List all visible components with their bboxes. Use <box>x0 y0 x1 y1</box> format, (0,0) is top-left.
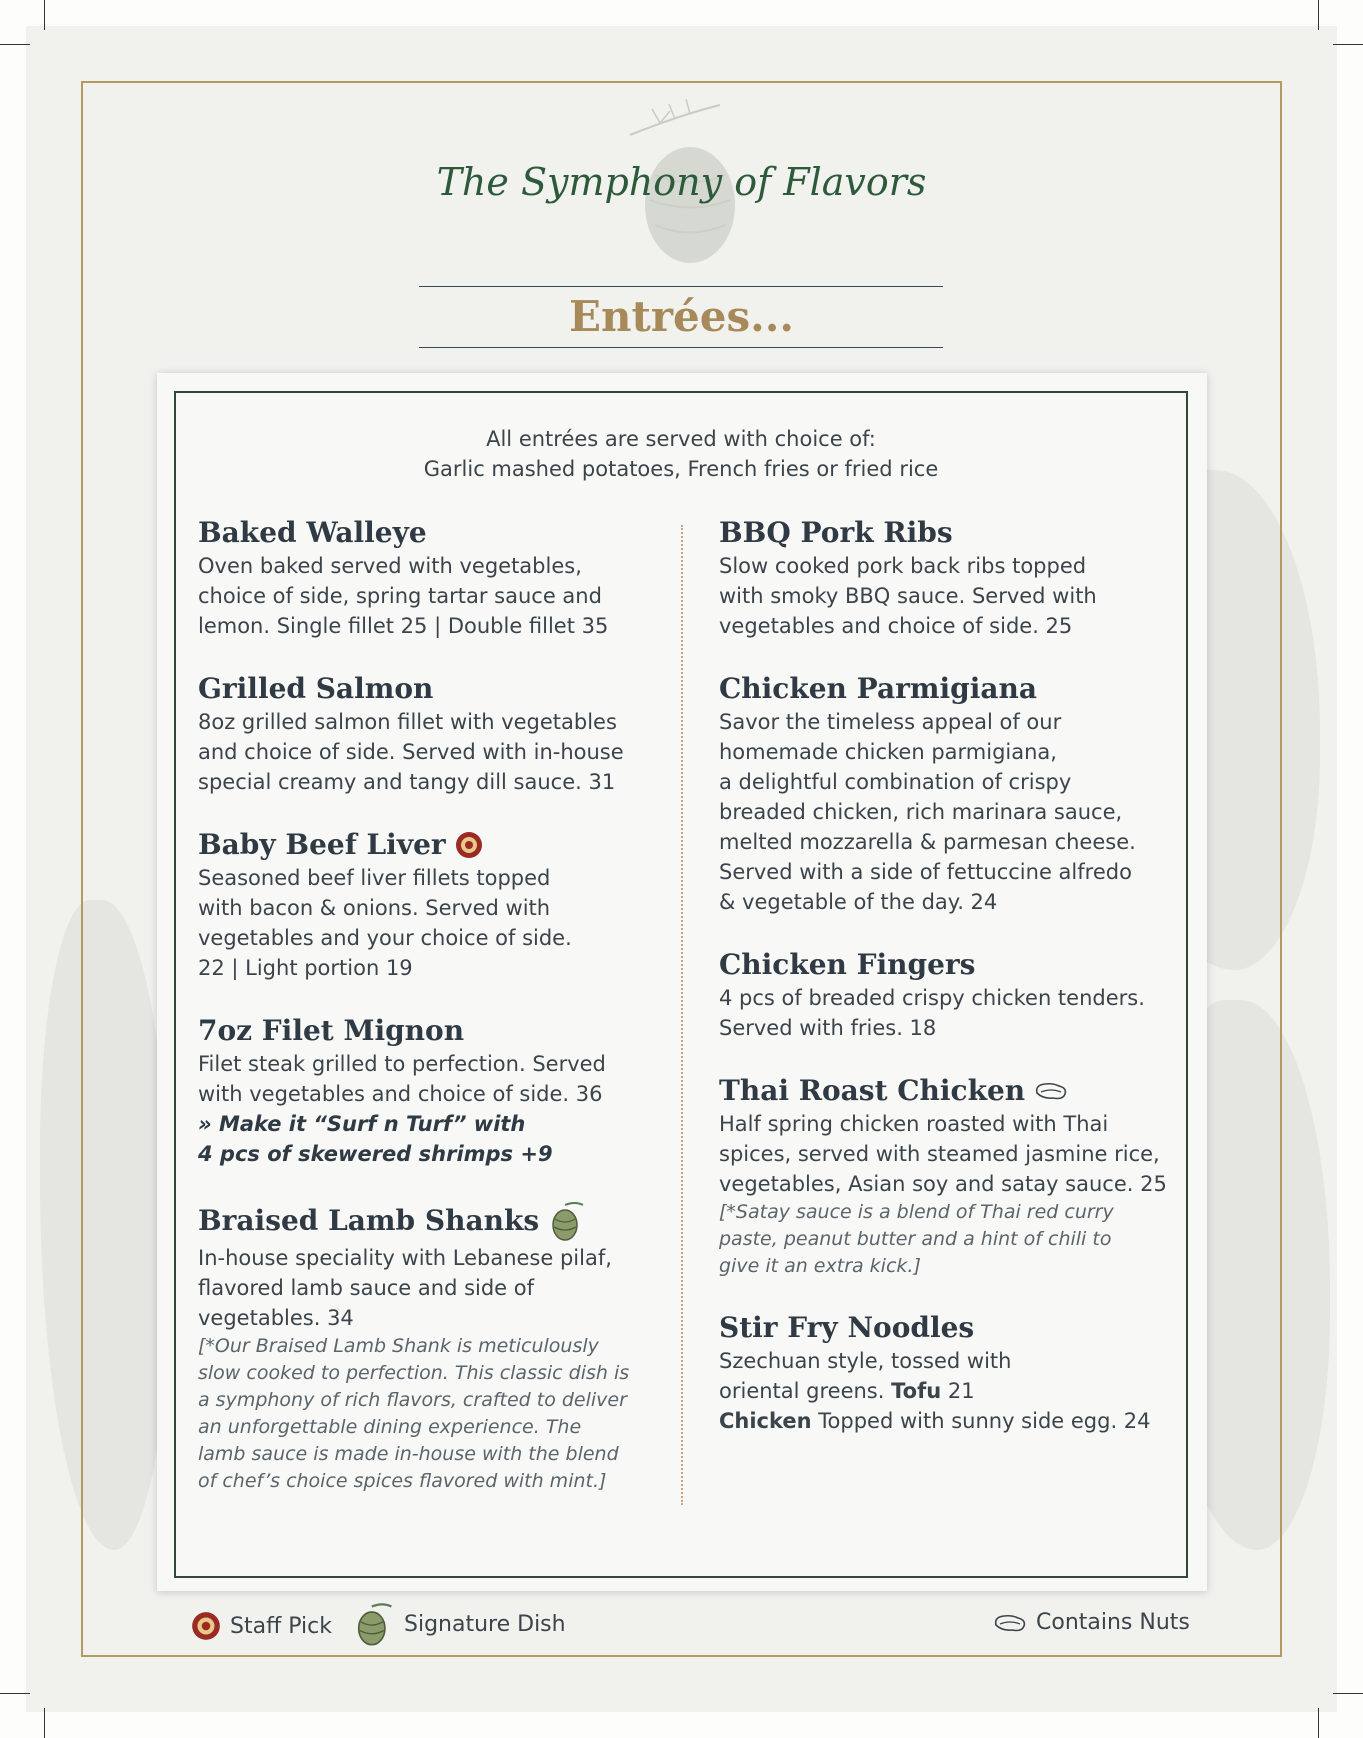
crop-mark <box>0 1693 30 1694</box>
desc-line <box>719 1406 1179 1436</box>
desc-line: Oven baked served with vegetables, <box>198 554 582 578</box>
desc-line: a delightful combination of crispy <box>719 770 1072 794</box>
upsell-note <box>198 1109 658 1169</box>
legend-label: Contains Nuts <box>1036 1610 1190 1635</box>
item-note <box>719 1199 1179 1280</box>
item-name: Baby Beef Liver <box>198 828 446 861</box>
menu-item <box>719 1310 1179 1436</box>
desc-line: Served with a side of fettuccine alfredo <box>719 860 1132 884</box>
desc-line: Szechuan style, tossed with <box>719 1349 1012 1373</box>
item-description <box>719 707 1179 917</box>
variant-price: 21 <box>941 1379 975 1403</box>
crop-mark <box>1318 1708 1319 1738</box>
note-line: lamb sauce is made in-house with the blend <box>198 1443 619 1465</box>
item-name: Chicken Parmigiana <box>719 672 1037 705</box>
desc-line: Slow cooked pork back ribs topped <box>719 554 1087 578</box>
menu-title: The Symphony of Flavors <box>436 160 927 204</box>
variant-price: Topped with sunny side egg. 24 <box>811 1409 1151 1433</box>
note-line: [*Satay sauce is a blend of Thai red curry <box>719 1201 1114 1223</box>
item-name: Braised Lamb Shanks <box>198 1204 540 1237</box>
desc-line: special creamy and tangy dill sauce. 31 <box>198 770 616 794</box>
desc-line: 22 | Light portion 19 <box>198 956 413 980</box>
menu-item <box>719 515 1179 641</box>
desc-line: Savor the timeless appeal of our <box>719 710 1062 734</box>
desc-line: Seasoned beef liver fillets topped <box>198 866 551 890</box>
desc-line: 4 pcs of breaded crispy chicken tenders. <box>719 986 1145 1010</box>
menu-item <box>198 1013 658 1169</box>
crop-mark <box>44 0 45 30</box>
desc-line: with smoky BBQ sauce. Served with <box>719 584 1097 608</box>
item-description <box>198 1243 658 1333</box>
legend-label: Signature Dish <box>404 1611 566 1637</box>
staff-pick-icon <box>190 1610 222 1642</box>
note-line: a symphony of rich flavors, crafted to deliver <box>198 1389 627 1411</box>
staff-pick-icon <box>454 830 484 860</box>
item-name: Grilled Salmon <box>198 672 434 705</box>
variant-label: Tofu <box>891 1379 942 1403</box>
note-line: give it an extra kick.] <box>719 1255 921 1277</box>
item-name-row <box>198 827 658 863</box>
desc-line: vegetables and choice of side. 25 <box>719 614 1073 638</box>
left-column <box>198 515 658 1525</box>
crop-mark <box>44 1708 45 1738</box>
desc-line: vegetables and your choice of side. <box>198 926 572 950</box>
item-note <box>198 1333 658 1495</box>
note-line: paste, peanut butter and a hint of chili to <box>719 1228 1112 1250</box>
desc-line: and choice of side. Served with in-house <box>198 740 624 764</box>
desc-text: oriental greens. <box>719 1379 892 1403</box>
desc-line: choice of side, spring tartar sauce and <box>198 584 602 608</box>
variant-label: Chicken <box>719 1409 812 1433</box>
item-description <box>719 1109 1179 1199</box>
crop-mark <box>1333 44 1363 45</box>
item-description <box>198 863 658 983</box>
menu-item <box>198 515 658 641</box>
menu-item <box>719 671 1179 917</box>
desc-line: melted mozzarella & parmesan cheese. <box>719 830 1136 854</box>
desc-line: Served with fries. 18 <box>719 1016 937 1040</box>
desc-line: 8oz grilled salmon fillet with vegetables <box>198 710 617 734</box>
crop-mark <box>0 44 30 45</box>
item-name: BBQ Pork Ribs <box>719 516 953 549</box>
item-name: 7oz Filet Mignon <box>198 1014 465 1047</box>
note-line: of chef’s choice spices flavored with mint.] <box>198 1470 607 1492</box>
note-line: an unforgettable dining experience. The <box>198 1416 582 1438</box>
menu-item <box>198 1199 658 1495</box>
desc-line: flavored lamb sauce and side of <box>198 1276 535 1300</box>
crop-mark <box>1333 1693 1363 1694</box>
desc-line: with vegetables and choice of side. 36 <box>198 1082 603 1106</box>
item-name: Chicken Fingers <box>719 948 976 981</box>
item-description <box>719 551 1179 641</box>
menu-item <box>719 1073 1179 1280</box>
legend-contains-nuts <box>992 1610 1190 1635</box>
section-heading: Entrées... <box>568 292 795 341</box>
desc-line: & vegetable of the day. 24 <box>719 890 998 914</box>
header-rule-bottom <box>419 347 943 348</box>
right-column <box>719 515 1179 1466</box>
item-description <box>719 983 1179 1043</box>
menu-item <box>198 827 658 983</box>
upsell-line: 4 pcs of skewered shrimps +9 <box>198 1142 553 1166</box>
intro-text <box>174 424 1188 484</box>
header-rule-top <box>419 286 943 287</box>
desc-line: with bacon & onions. Served with <box>198 896 551 920</box>
desc-line: breaded chicken, rich marinara sauce, <box>719 800 1123 824</box>
desc-line <box>719 1376 1179 1406</box>
column-divider <box>681 525 683 1505</box>
desc-line: homemade chicken parmigiana, <box>719 740 1057 764</box>
desc-line: Filet steak grilled to perfection. Served <box>198 1052 606 1076</box>
desc-line: Half spring chicken roasted with Thai <box>719 1112 1109 1136</box>
desc-line: vegetables, Asian soy and satay sauce. 25 <box>719 1172 1167 1196</box>
note-line: [*Our Braised Lamb Shank is meticulously <box>198 1335 599 1357</box>
item-description <box>198 551 658 641</box>
item-name-row <box>198 1199 658 1243</box>
crop-mark <box>1318 0 1319 30</box>
item-description <box>198 707 658 797</box>
legend-signature-dish <box>352 1600 566 1648</box>
signature-dish-icon <box>352 1600 396 1648</box>
contains-nuts-icon <box>1033 1079 1069 1103</box>
item-description <box>198 1049 658 1109</box>
menu-item <box>198 671 658 797</box>
item-name: Stir Fry Noodles <box>719 1311 975 1344</box>
item-name: Baked Walleye <box>198 516 427 549</box>
contains-nuts-icon <box>992 1611 1028 1635</box>
intro-line: All entrées are served with choice of: <box>486 427 876 451</box>
legend-label: Staff Pick <box>230 1613 332 1639</box>
signature-dish-icon <box>547 1199 587 1243</box>
desc-line: spices, served with steamed jasmine rice, <box>719 1142 1160 1166</box>
desc-line: vegetables. 34 <box>198 1306 354 1330</box>
menu-item <box>719 947 1179 1043</box>
desc-line: In-house speciality with Lebanese pilaf, <box>198 1246 612 1270</box>
note-line: slow cooked to perfection. This classic dish is <box>198 1362 630 1384</box>
legend-staff-pick <box>190 1610 332 1642</box>
upsell-line: » Make it “Surf n Turf” with <box>198 1112 526 1136</box>
item-description <box>719 1346 1179 1436</box>
intro-line: Garlic mashed potatoes, French fries or fried rice <box>423 457 939 481</box>
item-name: Thai Roast Chicken <box>719 1074 1026 1107</box>
desc-line: lemon. Single fillet 25 | Double fillet 35 <box>198 614 609 638</box>
item-name-row <box>719 1073 1179 1109</box>
